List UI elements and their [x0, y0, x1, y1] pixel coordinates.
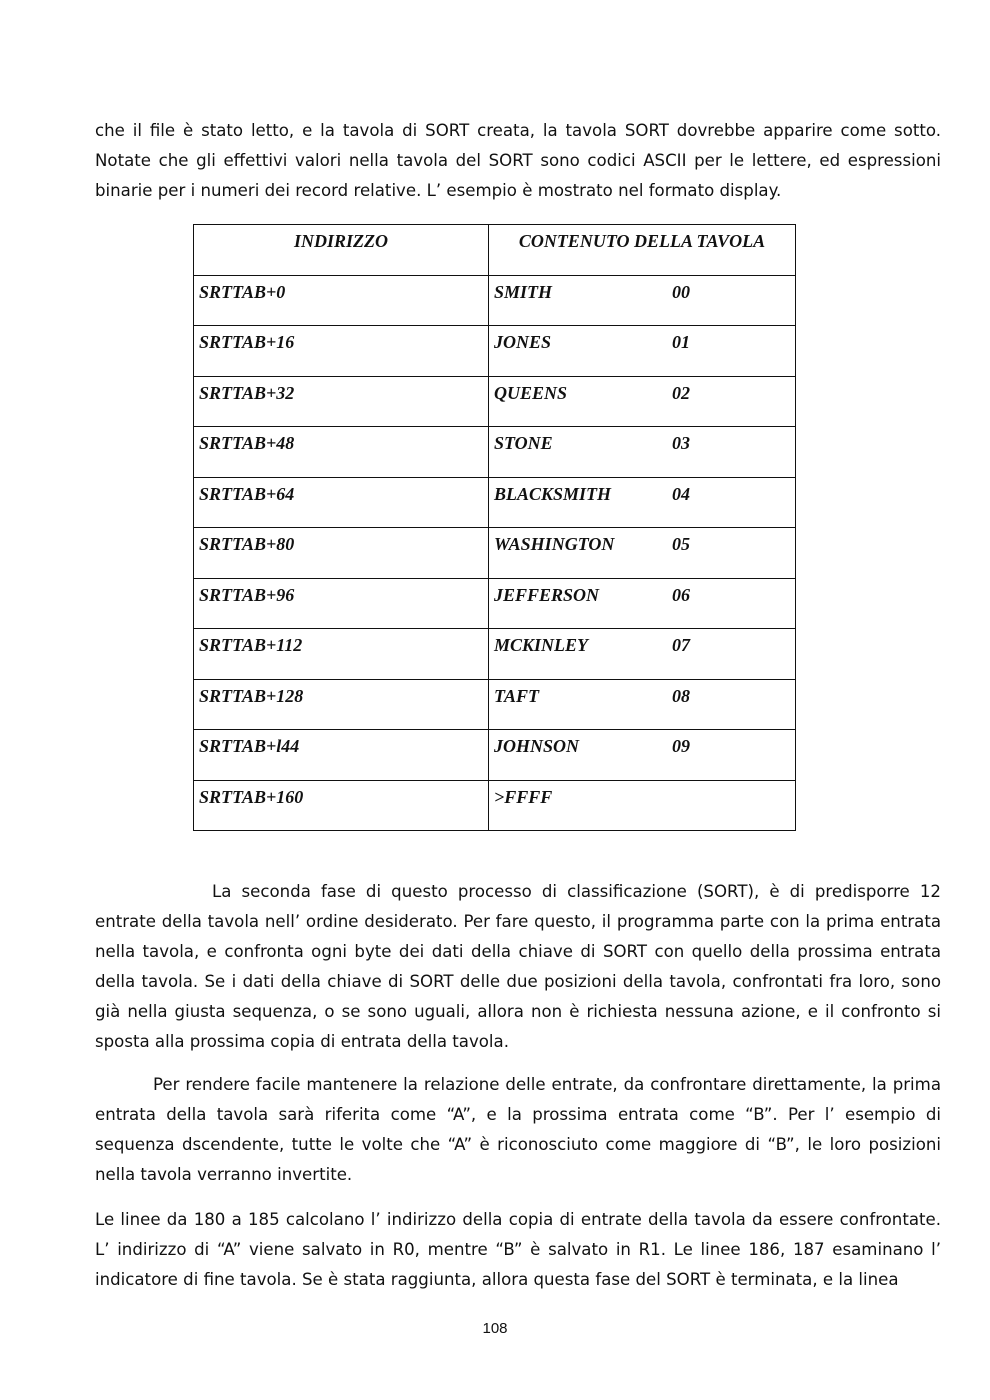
table-row	[194, 730, 796, 781]
table-row	[194, 477, 796, 528]
record-name: WASHINGTON	[494, 534, 615, 554]
record-name: SMITH	[494, 281, 553, 302]
table-row	[194, 528, 796, 579]
content-cell	[489, 326, 796, 377]
content-cell	[489, 679, 796, 730]
table-row	[194, 629, 796, 680]
address-cell: SRTTAB+112	[194, 629, 489, 680]
record-name: MCKINLEY	[494, 635, 589, 655]
table-row	[194, 376, 796, 427]
content-cell	[489, 275, 796, 326]
header-contenuto: CONTENUTO DELLA TAVOLA	[489, 225, 796, 276]
header-indirizzo: INDIRIZZO	[194, 225, 489, 276]
sort-table-body	[194, 275, 796, 831]
page-number: 108	[482, 1320, 508, 1337]
record-name: STONE	[494, 433, 553, 453]
content-cell	[489, 730, 796, 781]
content-cell	[489, 578, 796, 629]
address-cell: SRTTAB+16	[194, 326, 489, 377]
table-row	[194, 679, 796, 730]
record-number: 02	[672, 382, 690, 403]
record-name: JOHNSON	[494, 736, 580, 756]
record-name: BLACKSMITH	[494, 483, 612, 504]
table-row	[194, 427, 796, 478]
record-number: 01	[672, 332, 690, 352]
paragraph-intro: che il file è stato letto, e la tavola di SORT creata, la tavola SORT dovrebbe apparire come sotto. Notate che gli effettivi valori nella tavola del SORT sono codici ASCII per le lettere, ed espressioni binarie per i numeri dei record relative. L’ esempio è mostrato nel formato display.	[95, 121, 941, 200]
record-name: TAFT	[494, 685, 540, 706]
content-cell	[489, 780, 796, 831]
paragraph-second-phase: La seconda fase di questo processo di classificazione (SORT), è di predisporre 12 entrate della tavola nell’ ordine desiderato. Per fare questo, il programma parte con la prima entrata nella tavola, e confronta ogni byte dei dati della chiave di SORT con quello della prossima entrata della tavola. Se i dati della chiave di SORT delle due posizioni della tavola, confrontati fra loro, sono già nella giusta sequenza, o se sono uguali, allora non è richiesta nessuna azione, e il confronto si sposta alla prossima copia di entrata della tavola.	[95, 882, 941, 1051]
record-name: JEFFERSON	[494, 584, 600, 605]
record-name: JONES	[494, 332, 552, 352]
table-row	[194, 326, 796, 377]
table-header-row	[194, 225, 796, 276]
record-number: 07	[672, 635, 690, 655]
content-cell	[489, 477, 796, 528]
sort-table	[193, 224, 796, 831]
content-cell	[489, 629, 796, 680]
paragraph-a-b-relation: Per rendere facile mantenere la relazione delle entrate, da confrontare direttamente, la prima entrata della tavola sarà riferita come “A”, e la prossima entrata come “B”. Per l’ esempio di sequenza dscendente, tutte le volte che “A” è riconosciuto come maggiore di “B”, le loro posizioni nella tavola verranno invertite.	[95, 1075, 941, 1184]
address-cell: SRTTAB+96	[194, 578, 489, 629]
record-number: 00	[672, 281, 690, 302]
content-cell	[489, 376, 796, 427]
address-cell: SRTTAB+64	[194, 477, 489, 528]
content-cell	[489, 528, 796, 579]
address-cell: SRTTAB+0	[194, 275, 489, 326]
address-cell: SRTTAB+160	[194, 780, 489, 831]
address-cell: SRTTAB+48	[194, 427, 489, 478]
address-cell: SRTTAB+32	[194, 376, 489, 427]
record-number: 03	[672, 433, 690, 453]
record-number: 08	[672, 685, 690, 706]
record-name: QUEENS	[494, 382, 568, 403]
record-number: 04	[672, 483, 690, 504]
record-number: 05	[672, 534, 690, 554]
address-cell: SRTTAB+80	[194, 528, 489, 579]
paragraph-lines-180-185: Le linee da 180 a 185 calcolano l’ indirizzo della copia di entrate della tavola da essere confrontate. L’ indirizzo di “A” viene salvato in R0, mentre “B” è salvato in R1. Le linee 186, 187 esaminano l’ indicatore di fine tavola. Se è stata raggiunta, allora questa fase del SORT è terminata, e la linea	[95, 1210, 941, 1289]
record-number: 09	[672, 736, 690, 756]
record-name: >FFFF	[494, 786, 553, 807]
record-number: 06	[672, 584, 690, 605]
table-row	[194, 275, 796, 326]
address-cell: SRTTAB+l44	[194, 730, 489, 781]
table-row	[194, 578, 796, 629]
content-cell	[489, 427, 796, 478]
address-cell: SRTTAB+128	[194, 679, 489, 730]
table-row	[194, 780, 796, 831]
